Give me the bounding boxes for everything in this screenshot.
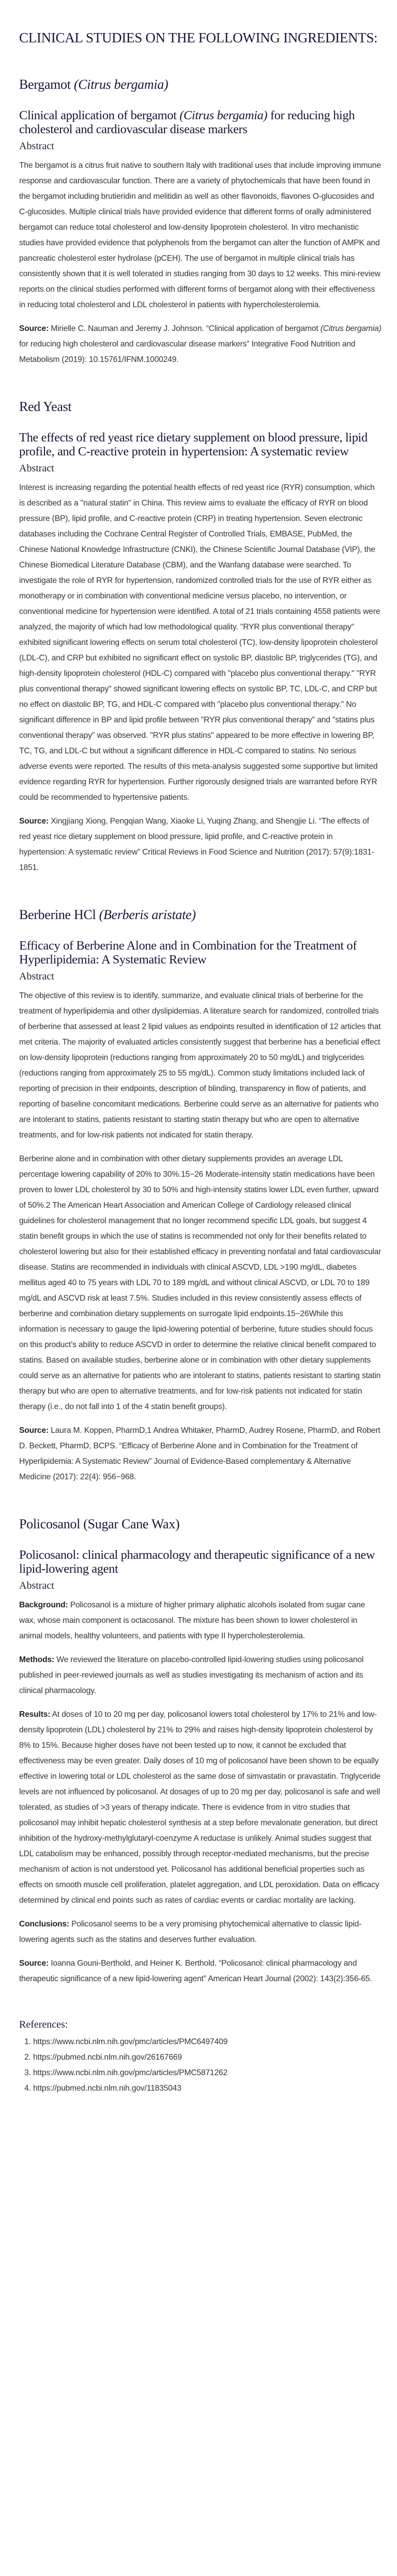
- abstract-paragraph: [19, 1652, 381, 1699]
- sections: [19, 76, 381, 1987]
- ingredient-heading: [19, 399, 381, 415]
- abstract-paragraph: [19, 158, 381, 313]
- ingredient-name: Berberine HCl: [19, 907, 96, 922]
- paragraph-text: The objective of this review is to identify, summarize, and evaluate clinical trials of berberine for the treatment of hyperlipidemia and other dyslipidemias. A literature search for randomized, controlled trials of berberine that assessed at least 2 lipid values as endpoints resulted in identification of 12 articles that met criteria. The majority of evaluated articles consistently suggest that berberine has a beneficial effect on low-density lipoprotein (reductions ranging from approximately 20 to 50 mg/dL) and triglycerides (reductions ranging from approximately 25 to 55 mg/dL). Common study limitations included lack of reporting of precision in their endpoints, description of blinding, transparency in flow of patients, and reporting of baseline concomitant medications. Berberine could serve as an alternative for patients who are intolerant to statins, patients resistant to starting statin therapy but who are open to alternative treatments, and for low-risk patients not indicated for statin therapy.: [19, 991, 381, 1140]
- article-title: [19, 1548, 381, 1576]
- abstract-label: Abstract: [19, 140, 54, 152]
- source-text: Xingjiang Xiong, Pengqian Wang, Xiaoke Li, Yuqing Zhang, and Shengjie Li. “The effects of red yeast rice dietary supplement on blood pressure, lipid profile, and C-reactive protein in hypertension: A systematic review” Critical Reviews in Food Science and Nutrition (2017): 57(9):1831-1851.: [19, 817, 374, 872]
- source-text: Mirielle C. Nauman and Jeremy J. Johnson. “Clinical application of bergamot: [51, 324, 318, 333]
- source-citation: [19, 1423, 381, 1485]
- reference-item: [33, 2050, 381, 2065]
- paragraph-text: Interest is increasing regarding the potential health effects of red yeast rice (RYR) consumption, which is described as a "natural statin" in China. This review aims to evaluate the efficacy of RYR on blood pressure (BP), lipid profile, and C-reactive protein (CRP) in treating hypertension. Seven electronic databases including the Cochrane Central Register of Controlled Trials, EMBASE, PubMed, the Chinese National Knowledge Infrastructure (CNKI), the Chinese Scientific Journal Database (VIP), the Chinese Biomedical Literature Database (CBM), and the Wanfang database were searched. To investigate the role of RYR for hypertension, randomized controlled trials for the use of RYR either as monotherapy or in combination with conventional medicine versus placebo, no intervention, or conventional medicine for hypertension were identified. A total of 21 trials containing 4558 patients were analyzed, the majority of which had low methodological quality. "RYR plus conventional therapy" exhibited significant lowering effects on serum total cholesterol (TC), low-density lipoprotein cholesterol (LDL-C), and CRP but exhibited no significant effect on systolic BP, diastolic BP, triglycerides (TG), and high-density lipoprotein cholesterol (HDL-C) compared with "placebo plus conventional therapy." "RYR plus conventional therapy" showed significant lowering effects on systolic BP, TC, LDL-C, and CRP but no effect on diastolic BP, TG, and HDL-C compared with "placebo plus conventional therapy." No significant difference in BP and lipid profile between "RYR plus conventional therapy" and "statins plus conventional therapy" was observed. "RYR plus statins" appeared to be more effective in lowering BP, TC, TG, and LDL-C but without a significant difference in HDL-C compared to statins. No serious adverse events were reported. The results of this meta-analysis suggested some supportive but limited evidence regarding RYR for hypertension. Further rigorously designed trials are warranted before RYR could be recommended to hypertensive patients.: [19, 483, 380, 802]
- ingredient-section: [19, 907, 381, 1485]
- paragraph-text: Policosanol is a mixture of higher primary aliphatic alcohols isolated from sugar cane wax, whose main component is octacosanol. The mixture has been shown to lower cholesterol in animal models, healthy volunteers, and patients with type II hypercholesterolemia.: [19, 1601, 365, 1640]
- ingredient-name: Policosanol (Sugar Cane Wax): [19, 1516, 180, 1531]
- abstract-label: Abstract: [19, 463, 54, 474]
- ingredient-heading: [19, 1516, 381, 1532]
- source-label: Source:: [19, 1426, 49, 1435]
- ingredient-latin-name: (Citrus bergamia): [73, 77, 169, 92]
- reference-link[interactable]: https://pubmed.ncbi.nlm.nih.gov/11835043: [33, 2084, 181, 2093]
- article-title-text: for reducing high cholesterol and cardiovascular disease markers: [19, 108, 355, 136]
- paragraph-lead: Results:: [19, 1710, 51, 1719]
- reference-item: [33, 2065, 381, 2081]
- article-title-text: Efficacy of Berberine Alone and in Combination for the Treatment of Hyperlipidemia: A Systematic Review: [19, 939, 357, 967]
- source-label: Source:: [19, 817, 49, 826]
- source-citation: [19, 814, 381, 876]
- paragraph-text: Berberine alone and in combination with other dietary supplements provides an average LDL percentage lowering capability of 20% to 30%.15−26 Moderate-intensity statin medications have been proven to lower LDL cholesterol by 30 to 50% and high-intensity statins lower LDL even further, upward of 50%.2 The American Heart Association and American College of Cardiology released clinical guidelines for cholesterol management that no longer recommend specific LDL goals, but suggest 4 statin benefit groups in which the use of statins is recommended not only for their benefits related to cholesterol lowering but also for their established efficacy in preventing nonfatal and fatal cardiovascular disease. Statins are recommended in individuals with clinical ASCVD, LDL >190 mg/dL, diabetes mellitus aged 40 to 75 years with LDL 70 to 189 mg/dL and without clinical ASCVD, or LDL 70 to 189 mg/dL and ASCVD risk at least 7.5%. Studies included in this review consistently assess effects of berberine and combination dietary supplements on surrogate lipid endpoints.15−26While this information is necessary to gauge the lipid-lowering potential of berberine, future studies should focus on this product’s ability to reduce ASCVD in order to determine the relative clinical benefit compared to statins. Based on available studies, berberine alone or in combination with other dietary supplements could serve as an alternative for patients who are intolerant to statins, patients resistant to starting statin therapy but who are open to alternative treatments, and for low-risk patients not indicated for statin therapy (i.e., do not fall into 1 of the 4 statin benefit groups).: [19, 1155, 381, 1411]
- references-list: [19, 2034, 381, 2096]
- ingredient-name: Bergamot: [19, 77, 71, 92]
- reference-link[interactable]: https://www.ncbi.nlm.nih.gov/pmc/articles/PMC5871262: [33, 2068, 228, 2077]
- abstract-paragraph: [19, 1151, 381, 1415]
- article-title-italic: (Citrus bergamia): [179, 108, 268, 122]
- abstract-paragraph: [19, 480, 381, 805]
- article-title-text: Policosanol: clinical pharmacology and therapeutic significance of a new lipid-lowering agent: [19, 1548, 375, 1576]
- source-citation: [19, 1956, 381, 1987]
- ingredient-latin-name: (Berberis aristate): [99, 907, 196, 922]
- paragraph-text: At doses of 10 to 20 mg per day, policosanol lowers total cholesterol by 17% to 21% and low-density lipoprotein (LDL) cholesterol by 21% to 29% and raises high-density lipoprotein cholesterol by 8% to 15%. Because higher doses have not been tested up to now, it cannot be excluded that effectiveness may be even greater. Daily doses of 10 mg of policosanol have been shown to be equally effective in lowering total or LDL cholesterol as the same dose of simvastatin or pravastatin. Triglyceride levels are not influenced by policosanol. At dosages of up to 20 mg per day, policosanol is safe and well tolerated, as studies of >3 years of therapy indicate. There is evidence from in vitro studies that policosanol may inhibit hepatic cholesterol synthesis at a step before mevalonate generation, but direct inhibition of the hydroxy-methylglutaryl-coenzyme A reductase is unlikely. Animal studies suggest that LDL catabolism may be enhanced, possibly through receptor-mediated mechanisms, but the precise mechanism of action is not understood yet. Policosanol has additional beneficial properties such as effects on smooth muscle cell proliferation, platelet aggregation, and LDL peroxidation. Data on efficacy determined by clinical end points such as rates of cardiac events or cardiac mortality are lacking.: [19, 1710, 381, 1905]
- ingredient-section: [19, 76, 381, 368]
- abstract-paragraph: [19, 1917, 381, 1948]
- reference-item: [33, 2081, 381, 2096]
- ingredient-section: [19, 1516, 381, 1987]
- article-title: [19, 431, 381, 459]
- article-title-text: The effects of red yeast rice dietary supplement on blood pressure, lipid profile, and C-reactive protein in hypertension: A systematic review: [19, 431, 368, 459]
- paragraph-text: The bergamot is a citrus fruit native to southern Italy with traditional uses that include improving immune response and cardiovascular function. There are a variety of phytochemicals that have been found in the bergamot including brutieridin and melitidin as well as other flavonoids, flavones O-glucosides and C-glucosides. Multiple clinical trials have provided evidence that different forms of orally administered bergamot can reduce total cholesterol and low-density lipoprotein cholesterol. In vitro mechanistic studies have provided evidence that polyphenols from the bergamot can alter the function of AMPK and pancreatic cholesterol ester hydrolase (pCEH). The use of bergamot in multiple clinical trials has consistently shown that it is well tolerated in studies ranging from 30 days to 12 weeks. This mini-review reports on the clinical studies performed with different forms of bergamot along with their effectiveness in reducing total cholesterol and LDL cholesterol in patients with hypercholesterolemia.: [19, 161, 381, 309]
- paragraph-text: We reviewed the literature on placebo-controlled lipid-lowering studies using policosanol published in peer-reviewed journals as well as studies investigating its mechanism of action and its clinical pharmacology.: [19, 1655, 364, 1695]
- source-italic: (Citrus bergamia): [320, 324, 381, 333]
- references: [19, 2018, 381, 2096]
- source-text: Laura M. Koppen, PharmD,1 Andrea Whitaker, PharmD, Audrey Rosene, PharmD, and Robert D. Beckett, PharmD, BCPS. “Efficacy of Berberine Alone and in Combination for the Treatment of Hyperlipidemia: A Systematic Review” Journal of Evidence-Based complementary & Alternative Medicine (2017): 22(4): 956−968.: [19, 1426, 380, 1481]
- paragraph-lead: Conclusions:: [19, 1920, 69, 1929]
- abstract-paragraph: [19, 988, 381, 1143]
- abstract-paragraph: [19, 1598, 381, 1644]
- reference-item: [33, 2034, 381, 2050]
- reference-link[interactable]: https://pubmed.ncbi.nlm.nih.gov/26167669: [33, 2053, 182, 2062]
- ingredient-name: Red Yeast: [19, 399, 72, 414]
- source-text: for reducing high cholesterol and cardiovascular disease markers” Integrative Food Nutrition and Metabolism (2019): 10.15761/IFNM.1000249.: [19, 340, 356, 364]
- abstract-paragraph: [19, 1707, 381, 1908]
- ingredient-section: [19, 399, 381, 876]
- abstract-label: Abstract: [19, 1580, 54, 1591]
- paragraph-text: Policosanol seems to be a very promising phytochemical alternative to classic lipid-lowering agents such as the statins and deserves further evaluation.: [19, 1920, 362, 1944]
- ingredient-heading: [19, 907, 381, 923]
- paragraph-lead: Methods:: [19, 1655, 55, 1664]
- references-title: References:: [19, 2019, 68, 2030]
- ingredient-heading: [19, 76, 381, 93]
- source-label: Source:: [19, 324, 49, 333]
- reference-link[interactable]: https://www.ncbi.nlm.nih.gov/pmc/articles/PMC6497409: [33, 2037, 228, 2046]
- abstract-label: Abstract: [19, 971, 54, 982]
- source-label: Source:: [19, 1959, 49, 1968]
- article-title: [19, 108, 381, 136]
- page-title: CLINICAL STUDIES ON THE FOLLOWING INGREDIENTS:: [19, 30, 378, 45]
- article-title: [19, 939, 381, 967]
- article-title-text: Clinical application of bergamot: [19, 108, 177, 122]
- paragraph-lead: Background:: [19, 1601, 68, 1609]
- source-text: Ioanna Gouni-Berthold, and Heiner K. Berthold. “Policosanol: clinical pharmacology and therapeutic significance of a new lipid-lowering agent” American Heart Journal (2002): 143(2):356-65.: [19, 1959, 372, 1983]
- source-citation: [19, 321, 381, 368]
